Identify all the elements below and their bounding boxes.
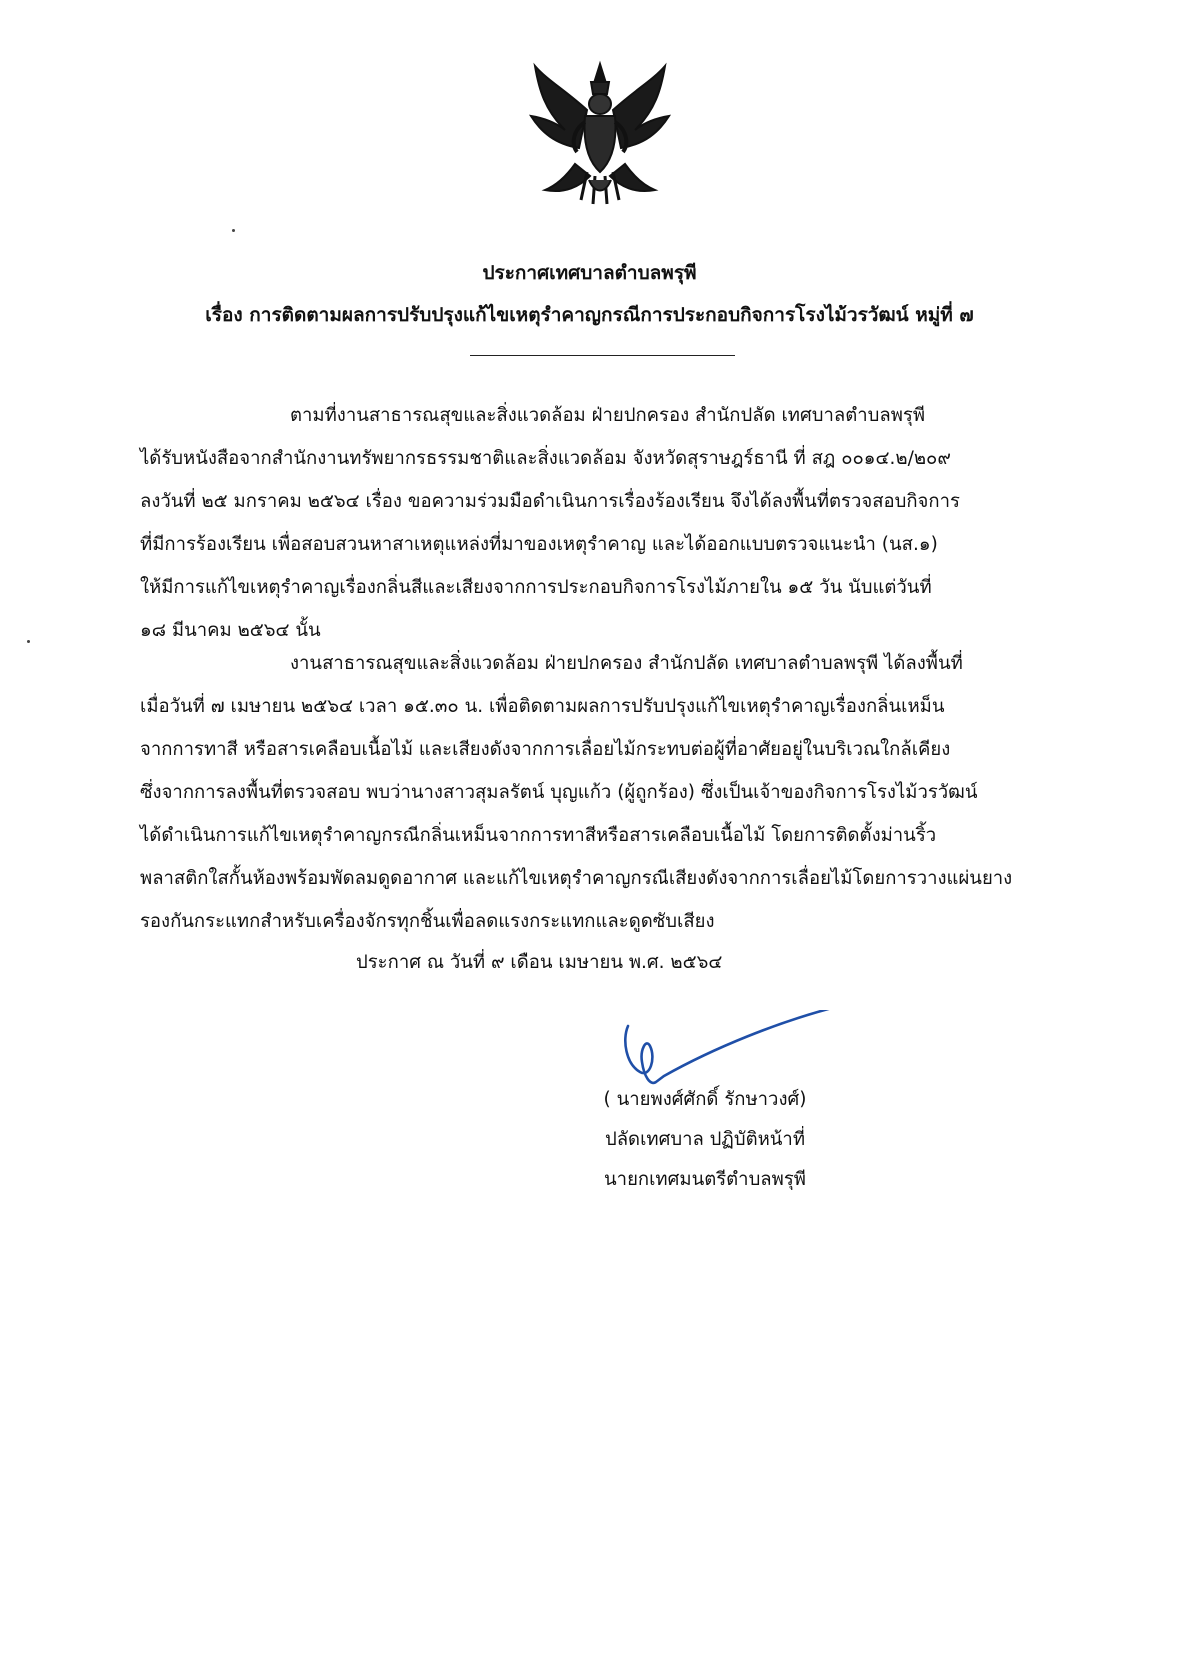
paragraph-2 [140,642,1065,943]
paragraph-line: จากการทาสี หรือสารเคลือบเนื้อไม้ และเสียงดังจากการเลื่อยไม้กระทบต่อผู้ที่อาศัยอยู่ในบริเวณใกล้เคียง [140,739,951,760]
paragraph-line: รองกันกระแทกสำหรับเครื่องจักรทุกชิ้นเพื่อลดแรงกระแทกและดูดซับเสียง [140,911,715,932]
paragraph-line: ได้รับหนังสือจากสำนักงานทรัพยากรธรรมชาติและสิ่งแวดล้อม จังหวัดสุราษฎร์ธานี ที่ สฎ ๐๐๑๔.๒/๒๐๙ [140,448,951,469]
paragraph-line: ๑๘ มีนาคม ๒๕๖๔ นั้น [140,620,321,641]
paragraph-line: เมื่อวันที่ ๗ เมษายน ๒๕๖๔ เวลา ๑๕.๓๐ น. เพื่อติดตามผลการปรับปรุงแก้ไขเหตุรำคาญเรื่องกลิ่นเหม็น [140,696,945,717]
garuda-emblem-icon [525,60,675,210]
paragraph-line: ให้มีการแก้ไขเหตุรำคาญเรื่องกลิ่นสีและเสียงจากการประกอบกิจการโรงไม้ภายใน ๑๕ วัน นับแต่วันที่ [140,577,932,598]
paragraph-line: ได้ดำเนินการแก้ไขเหตุรำคาญกรณีกลิ่นเหม็นจากการทาสีหรือสารเคลือบเนื้อไม้ โดยการติดตั้งม่านริ้ว [140,825,937,846]
paragraph-line: พลาสติกใสกั้นห้องพร้อมพัดลมดูดอากาศ และแก้ไขเหตุรำคาญกรณีเสียงดังจากการเลื่อยไม้โดยการวางแผ่นยาง [140,868,1013,889]
paragraph-1 [140,394,1065,652]
scan-speck [232,229,235,232]
scan-speck [27,640,30,643]
paragraph-line: ตามที่งานสาธารณสุขและสิ่งแวดล้อม ฝ่ายปกครอง สำนักปลัด เทศบาลตำบลพรุพี [290,405,926,426]
paragraph-line: งานสาธารณสุขและสิ่งแวดล้อม ฝ่ายปกครอง สำนักปลัด เทศบาลตำบลพรุพี ได้ลงพื้นที่ [290,653,963,674]
paragraph-line: ลงวันที่ ๒๕ มกราคม ๒๕๖๔ เรื่อง ขอความร่วมมือดำเนินการเรื่องร้องเรียน จึงได้ลงพื้นที่ตรวจสอบกิจการ [140,491,960,512]
signer-name: ( นายพงศ์ศักดิ์ รักษาวงศ์) [603,1089,807,1110]
paragraph-line: ที่มีการร้องเรียน เพื่อสอบสวนหาสาเหตุแหล่งที่มาของเหตุรำคาญ และได้ออกแบบตรวจแนะนำ (นส.๑) [140,534,938,555]
paragraph-line: ซึ่งจากการลงพื้นที่ตรวจสอบ พบว่านางสาวสุมลรัตน์ บุญแก้ว (ผู้ถูกร้อง) ซึ่งเป็นเจ้าของกิจการโรงไม้วรวัฒน์ [140,782,978,803]
document-subject: เรื่อง การติดตามผลการปรับปรุงแก้ไขเหตุรำคาญกรณีการประกอบกิจการโรงไม้วรวัฒน์ หมู่ที่ ๗ [205,304,974,326]
document-title: ประกาศเทศบาลตำบลพรุพี [482,262,697,284]
title-divider [470,355,735,356]
signer-title: นายกเทศมนตรีตำบลพรุพี [604,1169,806,1190]
signer-position: ปลัดเทศบาล ปฏิบัติหน้าที่ [604,1129,806,1150]
announcement-date: ประกาศ ณ วันที่ ๙ เดือน เมษายน พ.ศ. ๒๕๖๔ [356,952,723,973]
